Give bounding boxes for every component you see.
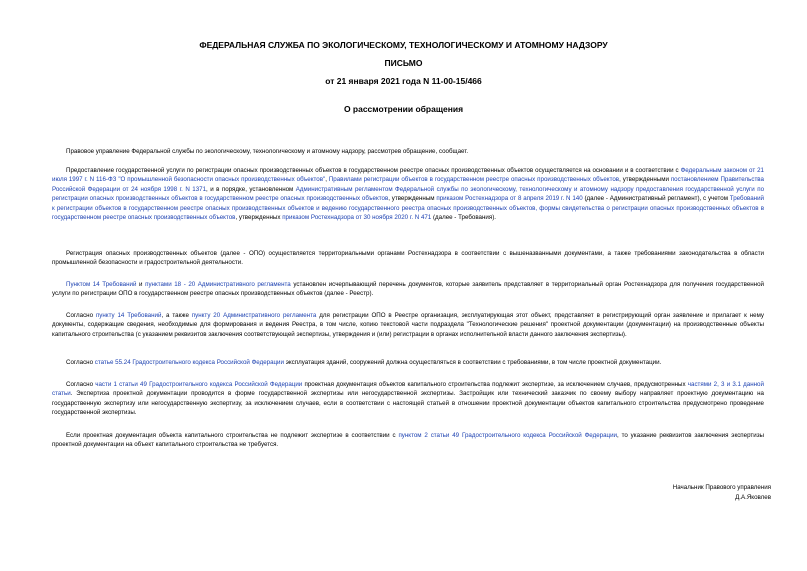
paragraph-text: Правовое управление Федеральной службы по экологическому, технологическому и атомному надзору, рассмотрев обращение, сообщает. bbox=[66, 148, 469, 155]
paragraph-text: , и в порядке, установленном bbox=[206, 185, 296, 193]
link-administrative-regulation[interactable]: Административным регламентом Федеральной службы по экологическому, технологическому и атомному надзору предоставления государственной услуги по регистрации опасных производственных объектов в государственном реестре опасных производственных объектов bbox=[52, 185, 765, 203]
paragraph-1 bbox=[52, 147, 764, 156]
signatory-position: Начальник Правового управления bbox=[672, 484, 771, 491]
paragraph-4 bbox=[52, 280, 764, 299]
paragraph-text: (далее - Административный регламент), с учетом bbox=[582, 195, 730, 203]
paragraph-text: , утвержденных bbox=[235, 214, 283, 222]
paragraph-text: , то указание реквизитов заключения экспертизы проектной документации на объект капитального строительства не требуется. bbox=[52, 432, 764, 449]
paragraph-text: , а также bbox=[161, 312, 192, 319]
link-requirements-point-14[interactable]: Пунктом 14 Требований bbox=[66, 281, 137, 288]
paragraph-text: эксплуатация зданий, сооружений должна осуществляться в соответствии с требованиями, в том числе проектной документации. bbox=[283, 359, 662, 366]
link-regulation-points-18-20[interactable]: пунктами 18 - 20 Административного регламента bbox=[145, 281, 291, 288]
paragraph-text: , bbox=[325, 176, 329, 184]
link-government-resolution-1371[interactable]: постановлением Правительства Российской Федерации от 24 ноября 1998 г. N 1371 bbox=[52, 176, 764, 193]
paragraph-8 bbox=[52, 431, 764, 450]
paragraph-7 bbox=[52, 380, 764, 418]
link-regulation-point-20[interactable]: пункту 20 Административного регламента bbox=[191, 312, 317, 319]
link-order-471[interactable]: приказом Ростехнадзора от 30 ноября 2020 г. N 471 bbox=[282, 214, 432, 222]
paragraph-text: Согласно bbox=[66, 381, 96, 388]
paragraph-text: и bbox=[136, 281, 146, 288]
paragraph-text: Предоставление государственной услуги по регистрации опасных производственных объектов в государственном реестре опасных производственных объектов осуществляется на основании и в соответствии с bbox=[66, 167, 681, 174]
paragraph-text: Согласно bbox=[66, 359, 95, 366]
paragraph-text: , утвержденными bbox=[619, 176, 671, 184]
link-requirements-point-14[interactable]: пункту 14 Требований bbox=[95, 312, 162, 319]
paragraph-text: Если проектная документация объекта капитального строительства не подлежит экспертизе в соответствии с bbox=[66, 432, 399, 439]
link-federal-law-116[interactable]: Федеральным законом от 21 июля 1997 г. N 116-ФЗ "О промышленной безопасности опасных производственных объектов" bbox=[52, 167, 764, 184]
link-article-49-part-1[interactable]: части 1 статьи 49 Градостроительного кодекса Российской Федерации bbox=[95, 381, 303, 388]
paragraph-text: (далее - Требования). bbox=[431, 214, 496, 222]
document-date-number: от 21 января 2021 года N 11-00-15/466 bbox=[325, 76, 482, 86]
paragraph-text: для регистрации ОПО в Реестре организация, эксплуатирующая этот объект, представляет в регистрирующий орган заявление и прилагает к нему документы, содержащие сведения, необходимые для формирования и ведения Реестра, в том числе, копию текстовой части подраздела "Технологические решения" проектной документации (документации) на производственные объекты капитального строительства (с указанием реквизитов заключения соответствующей экспертизы, утверждения и (или) регистрации в органах исполнительной власти данного заключения экспертизы). bbox=[52, 312, 764, 338]
link-order-140[interactable]: приказом Ростехнадзора от 8 апреля 2019 г. N 140 bbox=[436, 195, 583, 203]
paragraph-text: проектная документация объектов капитального строительства подлежит экспертизе, за исключением случаев, предусмотренных bbox=[302, 381, 688, 388]
paragraph-6 bbox=[52, 358, 764, 367]
paragraph-text: , утвержденным bbox=[388, 195, 437, 203]
link-article-49-parts-2-3[interactable]: частями 2, 3 и 3.1 данной статьи bbox=[52, 381, 764, 398]
link-article-49-point-2[interactable]: пунктом 2 статьи 49 Градостроительного кодекса Российской Федерации bbox=[398, 432, 617, 439]
document-subject: О рассмотрении обращения bbox=[343, 104, 464, 114]
agency-title: ФЕДЕРАЛЬНАЯ СЛУЖБА ПО ЭКОЛОГИЧЕСКОМУ, ТЕХНОЛОГИЧЕСКОМУ И АТОМНОМУ НАДЗОРУ bbox=[199, 40, 608, 50]
link-article-55-24[interactable]: статье 55.24 Градостроительного кодекса Российской Федерации bbox=[94, 359, 284, 366]
paragraph-text: установлен исчерпывающий перечень документов, которые заявитель представляет в территориальный орган Ростехнадзора для получения государственной услуги по регистрации ОПО в государственном реестре опасных производственных объектов (далее - Реестр). bbox=[52, 281, 764, 298]
link-registration-rules[interactable]: Правилами регистрации объектов в государственном реестре опасных производственных объектов bbox=[328, 176, 620, 184]
paragraph-2 bbox=[52, 166, 764, 222]
paragraph-3 bbox=[52, 249, 764, 268]
paragraph-text: Регистрация опасных производственных объектов (далее - ОПО) осуществляется территориальными органами Ростехнадзора в соответствии с вышеназванными документами, а также требованиями законодательства в области промышленной безопасности и градостроительной деятельности. bbox=[52, 250, 764, 267]
paragraph-5 bbox=[52, 311, 764, 339]
signatory-name: Д.А.Яковлев bbox=[735, 494, 771, 501]
paragraph-text: Согласно bbox=[66, 312, 96, 319]
paragraph-text: . Экспертиза проектной документации проводится в форме государственной экспертизы или негосударственной экспертизы. Застройщик или технический заказчик по своему выбору направляет проектную документацию на государственную экспертизу или негосударственную экспертизу, за исключением случаев, если в соответствии с настоящей статьей в отношении проектной документации объектов капитального строительства предусмотрено проведение государственной экспертизы. bbox=[52, 390, 764, 417]
document-type: ПИСЬМО bbox=[384, 58, 423, 68]
signature-block bbox=[673, 483, 771, 503]
link-registration-requirements[interactable]: Требований к регистрации объектов в государственном реестре опасных производственных объектов и ведению государственного реестра опасных производственных объектов, формы свидетельства о регистрации опасных производственных объектов в государственном реестре опасных производственных объектов bbox=[52, 195, 764, 222]
